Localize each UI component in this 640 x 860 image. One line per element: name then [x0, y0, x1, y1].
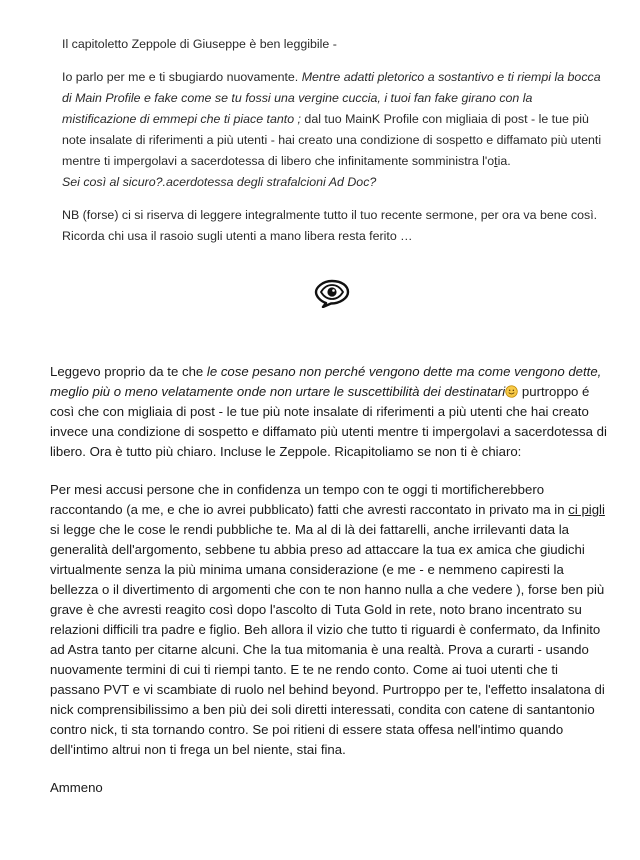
paragraph-reply-end: ia. [497, 154, 511, 168]
smiling-face-icon [505, 385, 518, 398]
paragraph-reply-italic: Mentre adatti pletorico a sostantivo e ti riempi la bocca di Main Profile e fake come se tu fossi una vergine cuccia, i tuoi fan fake girano con la mistificazione di emmepi che ti piace tanto ; [62, 70, 601, 126]
paragraph-main-underlined: ci pigli [568, 502, 605, 517]
paragraph-quote-intro: Leggevo proprio da te che [50, 364, 207, 379]
paragraph-nb: NB (forse) ci si riserva di leggere integralmente tutto il tuo recente sermone, per ora va bene così. Ricorda chi usa il rasoio sugli utenti a mano libera resta ferito … [62, 208, 598, 243]
paragraph-quote-italic: le cose pesano non perché vengono dette ma come vengono dette, meglio più o meno velatamente onde non urtare le suscettibilità dei destinatari [50, 364, 602, 399]
intro-line: Il capitoletto Zeppole di Giuseppe è ben leggibile - [62, 37, 337, 51]
paragraph-main-b: si legge che le cose le rendi pubbliche te. Ma al di là dei fattarelli, anche irrilevanti data la generalità dell'argomento, sebbene tu abbia preso ad attaccare la tua ex amica che giudichi virtualmente senza la più minima umana considerazione (e me - e nemmeno capiresti la bellezza o il divertimento di argomenti che con te non hanno nulla a che vedere ), forse ben più grave è che avresti reagito così dopo l'ascolto di Tuta Gold in rete, noto brano incentrato su relazioni difficili tra padre e figlio. Beh allora il vizio che tutto ti riguardi è confermato, da Infinito ad Astra tanto per citarne alcuni. Che la tua mitomania è una realtà. Prova a curarti - usando nuovamente termini di cui ti riempi tanto. E te ne rendo conto. Come ai tuoi utenti che ti passano PVT e vi scambiate di ruolo nel behind beyond. Purtroppo per te, l'effetto insalatona di nick comprensibilissimo a ben più dei soli diretti interessati, condita con catene di santantonio contro nick, ti sta tornando contro. Se poi ritieni di essere stata offesa nell'intimo quando dell'intimo altrui non ti frega un bel niente, stai fina. [50, 522, 605, 757]
paragraph-reply-body: dal tuo MainK Profile con migliaia di post - le tue più note insalate di riferimenti a più utenti - hai creato una condizione di sospetto e diffamato più utenti mentre ti impergolavi a sacerdotessa di libero che infinitamente somministra l'o [62, 112, 602, 168]
paragraph-main [50, 480, 610, 760]
response-section [50, 362, 610, 816]
eye-speech-bubble-icon [314, 278, 350, 308]
signature: Ammeno [50, 780, 103, 795]
paragraph-main-a: Per mesi accusi persone che in confidenza un tempo con te oggi ti mortificherebbero raccontando (a me, e che io avrei pubblicato) fatti che avresti raccontato in privato ma in [50, 482, 569, 517]
quoted-section [62, 34, 608, 259]
paragraph-reply-intro: Io parlo per me e ti sbugiardo nuovamente. [62, 70, 302, 84]
paragraph-reply [62, 67, 608, 193]
paragraph-quote-rest: purtroppo é così che con migliaia di post - le tue più note insalate di riferimenti a più utenti che hai creato invece una condizione di sospetto e diffamato più utenti mentre ti impergolavi a sacerdotessa di libero. Ora è tutto più chiaro. Incluse le Zeppole. Ricapitoliamo se non ti è chiaro: [50, 384, 607, 459]
paragraph-reply-underlined: t [494, 154, 498, 168]
paragraph-reply-question: Sei così al sicuro?.acerdotessa degli strafalcioni Ad Doc? [62, 175, 377, 189]
paragraph-quote-reply [50, 362, 610, 462]
